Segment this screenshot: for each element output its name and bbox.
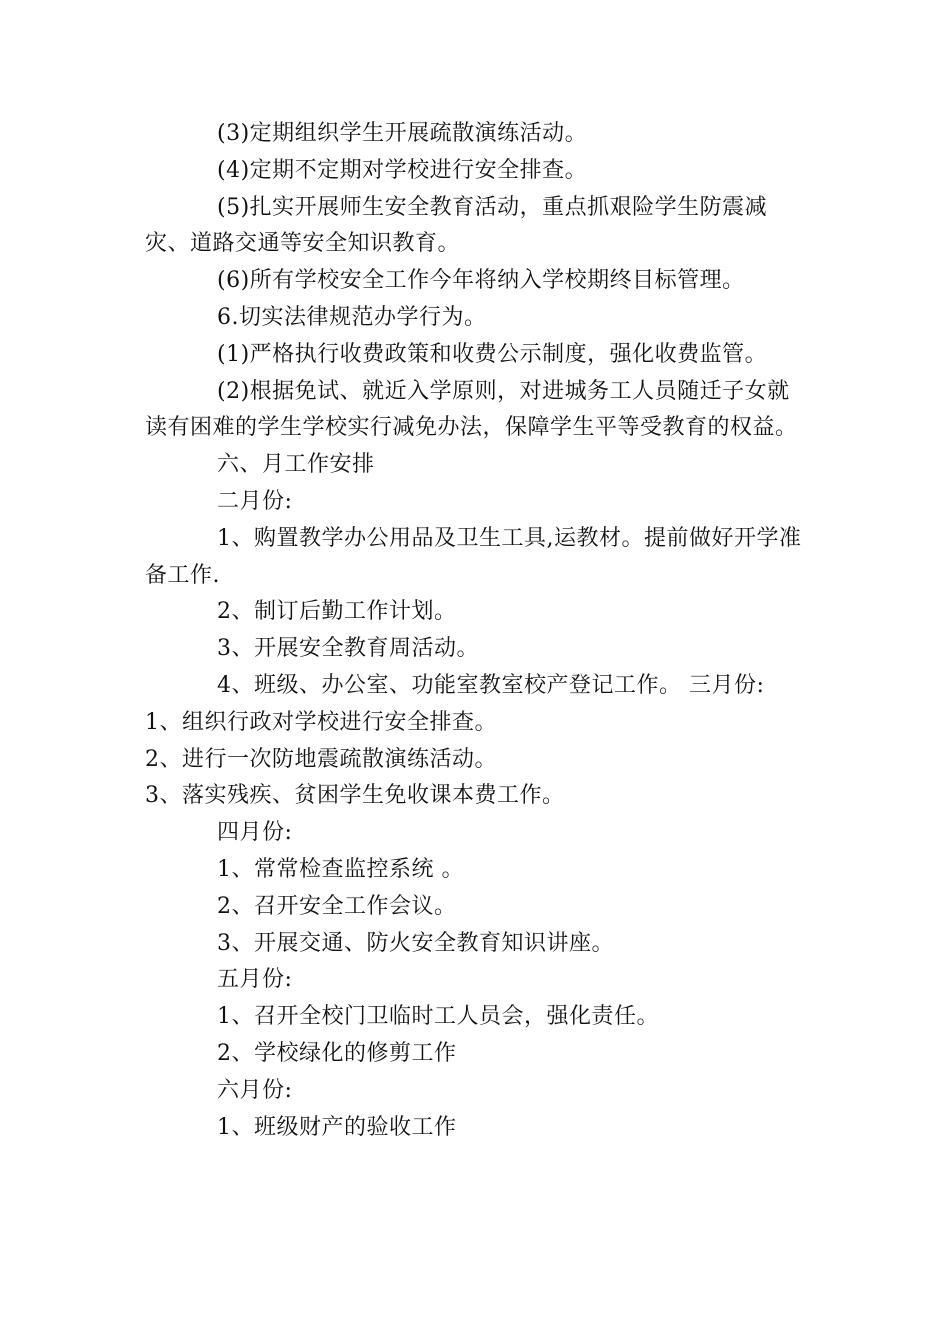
- list-item: 4、班级、办公室、功能室教室校产登记工作。 三月份:: [217, 672, 765, 698]
- paragraph: 6.切实法律规范办学行为。: [217, 304, 487, 330]
- list-item: 1、常常检查监控系统 。: [217, 856, 464, 882]
- paragraph: (6)所有学校安全工作今年将纳入学校期终目标管理。: [217, 268, 745, 294]
- month-heading: 五月份:: [217, 967, 293, 993]
- month-heading: 六月份:: [217, 1077, 293, 1103]
- list-item: 1、班级财产的验收工作: [217, 1114, 457, 1140]
- section-heading: 六、月工作安排: [217, 452, 375, 478]
- paragraph: (4)定期不定期对学校进行安全排查。: [217, 157, 588, 183]
- paragraph: (3)定期组织学生开展疏散演练活动。: [217, 121, 588, 146]
- paragraph: (1)严格执行收费政策和收费公示制度，强化收费监管。: [217, 341, 768, 367]
- list-item: 1、召开全校门卫临时工人员会，强化责任。: [217, 1004, 659, 1030]
- list-item: 3、落实残疾、贫困学生免收课本费工作。: [145, 783, 565, 809]
- document-body: [145, 116, 810, 1146]
- paragraph: (2)根据免试、就近入学原则，对进城务工人员随迁子女就读有困难的学生学校实行减免办法，保障学生平等受教育的权益。: [145, 378, 798, 441]
- month-heading: 四月份:: [217, 820, 293, 846]
- list-item: 3、开展交通、防火安全教育知识讲座。: [217, 930, 614, 956]
- list-item: 3、开展安全教育周活动。: [217, 636, 479, 662]
- list-item: 2、进行一次防地震疏散演练活动。: [145, 746, 497, 772]
- list-item: 2、学校绿化的修剪工作: [217, 1040, 457, 1066]
- list-item: 1、组织行政对学校进行安全排查。: [145, 709, 497, 735]
- paragraph: (5)扎实开展师生安全教育活动，重点抓艰险学生防震减灾、道路交通等安全知识教育。: [145, 194, 768, 257]
- list-item: 2、召开安全工作会议。: [217, 893, 457, 919]
- list-item: 2、制订后勤工作计划。: [217, 599, 457, 625]
- list-item: 1、购置教学办公用品及卫生工具,运教材。提前做好开学准备工作.: [145, 525, 802, 588]
- month-heading: 二月份:: [217, 488, 293, 514]
